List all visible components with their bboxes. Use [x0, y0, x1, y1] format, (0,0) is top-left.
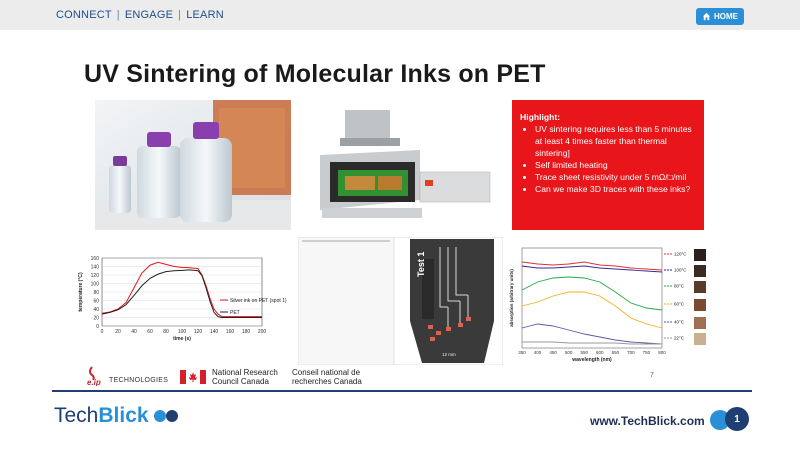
nav-links — [56, 9, 224, 21]
page-indicator: 1 — [725, 407, 749, 431]
nav-connect[interactable]: CONNECT — [56, 9, 112, 21]
brand-dots-icon — [153, 407, 181, 423]
canada-flag-icon — [180, 370, 206, 384]
x-tick-label: 180 — [241, 329, 251, 335]
nrc-logo — [180, 368, 380, 390]
x-tick-label: 550 — [580, 350, 588, 355]
legend-label: PET — [230, 309, 240, 316]
y-tick-label: 120 — [90, 272, 99, 279]
nav-separator: | — [116, 9, 120, 21]
home-label: HOME — [714, 12, 738, 21]
x-tick-label: 60 — [147, 329, 153, 335]
x-tick-label: 0 — [100, 329, 104, 335]
x-tick-label: 160 — [225, 329, 235, 335]
x-tick-label: 20 — [115, 329, 121, 335]
x-tick-label: 80 — [163, 329, 169, 335]
x-tick-label: 650 — [611, 350, 620, 355]
x-tick-label: 500 — [564, 350, 573, 355]
techblick-logo[interactable] — [54, 404, 181, 428]
uv-sintering-machine-photo — [300, 100, 500, 230]
y-tick-label: 20 — [93, 315, 99, 322]
nrc-name-en-line1: National Research — [212, 368, 278, 377]
x-tick-label: 120 — [193, 329, 203, 335]
x-tick-label: 400 — [533, 350, 542, 355]
top-nav-bar — [0, 0, 800, 30]
highlight-bullet: • UV sintering requires less than 5 minutes at least 4 times faster than thermal sintering] — [535, 123, 696, 159]
ink-bottles-photo — [95, 100, 291, 230]
test-sample-panel — [298, 237, 503, 365]
x-tick-label: 200 — [257, 329, 267, 335]
svg-text:e.ip: e.ip — [87, 378, 101, 386]
y-tick-label: 140 — [90, 264, 99, 271]
legend-label: 60°C — [674, 301, 685, 307]
sample-color-swatch — [694, 299, 706, 311]
x-axis-label: time (s) — [173, 336, 191, 342]
nav-separator: | — [178, 9, 182, 21]
y-tick-label: 160 — [90, 255, 99, 262]
x-tick-label: 350 — [518, 350, 526, 355]
nrc-name-fr-line2: recherches Canada — [292, 377, 362, 386]
sample-color-swatch — [694, 249, 706, 261]
slide-title: UV Sintering of Molecular Inks on PET — [84, 60, 546, 88]
home-icon — [702, 12, 711, 21]
highlight-heading: Highlight: — [520, 112, 561, 122]
eip-logo — [86, 364, 169, 388]
x-axis-label: wavelength (nm) — [572, 357, 612, 363]
x-tick-label: 600 — [596, 350, 604, 355]
y-axis-label: temperature (°C) — [78, 272, 84, 312]
y-tick-label: 100 — [90, 281, 99, 288]
legend-label: 40°C — [674, 319, 685, 325]
footer-divider — [52, 390, 752, 392]
slide-page-number: 7 — [650, 372, 654, 379]
sample-color-swatch — [694, 333, 706, 345]
nav-engage[interactable]: ENGAGE — [124, 9, 174, 21]
sample-scale-label: 12 mm — [442, 352, 456, 357]
y-tick-label: 0 — [96, 323, 99, 330]
legend-label: 80°C — [674, 283, 685, 289]
highlight-bullet: • Self limited heating — [535, 159, 696, 171]
highlight-box — [512, 100, 704, 230]
home-button[interactable] — [696, 8, 744, 25]
x-tick-label: 800 — [658, 350, 666, 355]
legend-label: 22°C — [674, 335, 685, 341]
highlight-bullet: • Can we make 3D traces with these inks? — [535, 183, 696, 195]
sample-color-swatch — [694, 281, 706, 293]
footer-url-link[interactable]: www.TechBlick.com — [590, 414, 705, 428]
plot-area — [522, 248, 662, 348]
nav-learn[interactable]: LEARN — [186, 9, 224, 21]
legend-label: 100°C — [674, 267, 687, 273]
y-tick-label: 80 — [93, 289, 99, 296]
legend-label: Silver ink on PET (spot 1) — [230, 297, 287, 304]
absorption-chart — [506, 242, 712, 368]
y-tick-label: 60 — [93, 298, 99, 305]
eip-technologies-label: TECHNOLOGIES — [109, 377, 169, 384]
x-tick-label: 750 — [642, 350, 651, 355]
highlight-list — [520, 123, 696, 195]
brand-blick: Blick — [98, 404, 149, 427]
y-tick-label: 40 — [93, 306, 99, 313]
sample-color-swatch — [694, 265, 706, 277]
x-tick-label: 100 — [177, 329, 187, 335]
nrc-name-en-line2: Council Canada — [212, 377, 269, 386]
brand-tech: Tech — [54, 404, 99, 427]
nrc-name-fr-line1: Conseil national de — [292, 368, 361, 377]
x-tick-label: 140 — [209, 329, 219, 335]
sample-color-swatch — [694, 317, 706, 329]
highlight-bullet: • Trace sheet resistivity under 5 mΩ/□/mil — [535, 171, 696, 183]
temperature-chart — [74, 246, 296, 358]
test-label: Test 1 — [416, 251, 426, 277]
x-tick-label: 450 — [549, 350, 557, 355]
y-axis-label: absorption (arbitrary units) — [509, 269, 514, 327]
x-tick-label: 40 — [131, 329, 137, 335]
legend-label: 120°C — [674, 251, 687, 257]
x-tick-label: 700 — [627, 350, 635, 355]
